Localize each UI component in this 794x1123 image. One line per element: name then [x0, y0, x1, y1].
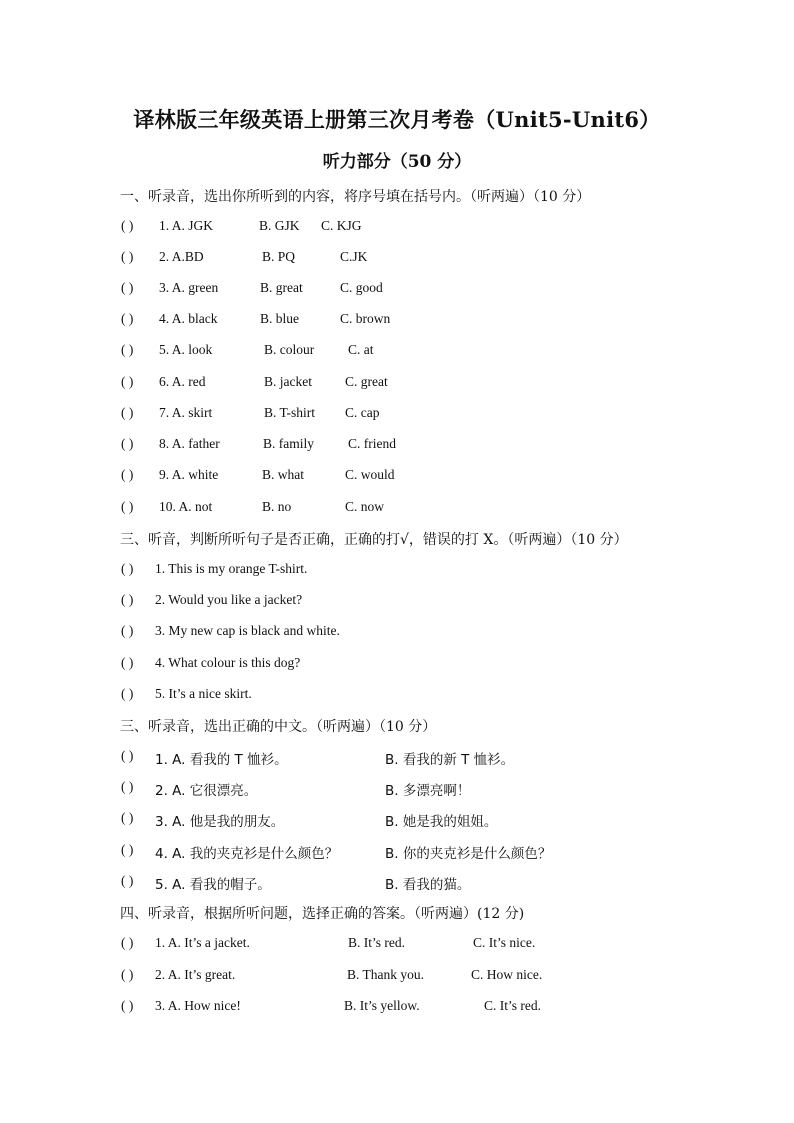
option-a: 6. A. red [159, 374, 206, 389]
option-b: B. PQ [262, 249, 296, 264]
answer-bracket: ( ) [121, 810, 134, 825]
statement-text: 2. Would you like a jacket? [155, 592, 303, 607]
option-b: B. colour [264, 342, 315, 357]
option-c: C. now [345, 499, 385, 514]
option-a: 1. A. JGK [159, 218, 214, 233]
option-a: 5. A. look [159, 342, 213, 357]
answer-bracket: ( ) [121, 280, 134, 295]
option-a: 7. A. skirt [159, 405, 213, 420]
option-b: B. Thank you. [347, 967, 424, 982]
answer-bracket: ( ) [121, 935, 134, 950]
answer-bracket: ( ) [121, 342, 134, 357]
option-b: B. family [263, 436, 314, 451]
option-b: B. no [262, 499, 292, 514]
answer-bracket: ( ) [121, 623, 134, 638]
option-c: C. It’s red. [484, 998, 541, 1013]
option-c: C. KJG [321, 218, 362, 233]
option-a: 4. A. black [159, 311, 218, 326]
option-c: C. at [348, 342, 374, 357]
answer-bracket: ( ) [121, 748, 134, 763]
option-a: 3. A. green [159, 280, 219, 295]
option-b: B. 她是我的姐姐。 [385, 814, 498, 830]
answer-bracket: ( ) [121, 686, 134, 701]
option-c: C. It’s nice. [473, 935, 536, 950]
section4-heading: 四、听录音，根据所听问题，选择正确的答案。（听两遍）(12 分) [120, 906, 525, 922]
section3-heading: 三、听录音，选出正确的中文。（听两遍）（10 分） [120, 719, 437, 735]
answer-bracket: ( ) [121, 405, 134, 420]
option-b: B. great [260, 280, 303, 295]
option-b: B. It’s red. [348, 935, 405, 950]
option-c: C. How nice. [471, 967, 543, 982]
option-b: B. GJK [259, 218, 300, 233]
option-b: B. what [262, 467, 304, 482]
statement-text: 5. It’s a nice skirt. [155, 686, 252, 701]
option-a: 9. A. white [159, 467, 219, 482]
section-subtitle: 听力部分（50 分） [322, 152, 472, 172]
option-b: B. 你的夹克衫是什么颜色？ [385, 846, 552, 862]
option-a: 4. A. 我的夹克衫是什么颜色？ [155, 846, 339, 862]
section1-heading: 一、听录音，选出你所听到的内容，将序号填在括号内。（听两遍）（10 分） [120, 189, 591, 205]
exam-title: 译林版三年级英语上册第三次月考卷（Unit5-Unit6） [133, 107, 661, 132]
answer-bracket: ( ) [121, 467, 134, 482]
answer-bracket: ( ) [121, 249, 134, 264]
option-c: C. great [345, 374, 388, 389]
answer-bracket: ( ) [121, 499, 134, 514]
option-c: C.JK [340, 249, 368, 264]
answer-bracket: ( ) [121, 436, 134, 451]
option-a: 3. A. 他是我的朋友。 [155, 814, 285, 830]
option-c: C. would [345, 467, 395, 482]
statement-text: 3. My new cap is black and white. [155, 623, 340, 638]
answer-bracket: ( ) [121, 967, 134, 982]
option-a: 2. A. It’s great. [155, 967, 236, 982]
option-a: 5. A. 看我的帽子。 [155, 877, 271, 893]
option-a: 3. A. How nice! [155, 998, 241, 1013]
statement-text: 1. This is my orange T-shirt. [155, 561, 308, 576]
answer-bracket: ( ) [121, 779, 134, 794]
answer-bracket: ( ) [121, 311, 134, 326]
section2-heading: 三、听音，判断所听句子是否正确，正确的打√，错误的打 X。（听两遍）（10 分） [120, 532, 628, 548]
option-a: 1. A. It’s a jacket. [155, 935, 250, 950]
statement-text: 4. What colour is this dog? [155, 655, 301, 670]
option-b: B. 多漂亮啊！ [385, 783, 471, 799]
answer-bracket: ( ) [121, 998, 134, 1013]
answer-bracket: ( ) [121, 873, 134, 888]
option-b: B. jacket [264, 374, 312, 389]
answer-bracket: ( ) [121, 592, 134, 607]
option-b: B. blue [260, 311, 299, 326]
option-a: 2. A.BD [159, 249, 204, 264]
option-b: B. It’s yellow. [344, 998, 420, 1013]
option-a: 2. A. 它很漂亮。 [155, 783, 258, 799]
answer-bracket: ( ) [121, 655, 134, 670]
option-a: 8. A. father [159, 436, 220, 451]
answer-bracket: ( ) [121, 218, 134, 233]
option-c: C. good [340, 280, 383, 295]
option-c: C. friend [348, 436, 396, 451]
option-c: C. cap [345, 405, 380, 420]
option-a: 1. A. 看我的 T 恤衫。 [155, 752, 288, 768]
option-b: B. 看我的新 T 恤衫。 [385, 752, 515, 768]
option-b: B. 看我的猫。 [385, 877, 471, 893]
answer-bracket: ( ) [121, 561, 134, 576]
option-c: C. brown [340, 311, 391, 326]
option-a: 10. A. not [159, 499, 213, 514]
option-b: B. T-shirt [264, 405, 316, 420]
answer-bracket: ( ) [121, 374, 134, 389]
answer-bracket: ( ) [121, 842, 134, 857]
